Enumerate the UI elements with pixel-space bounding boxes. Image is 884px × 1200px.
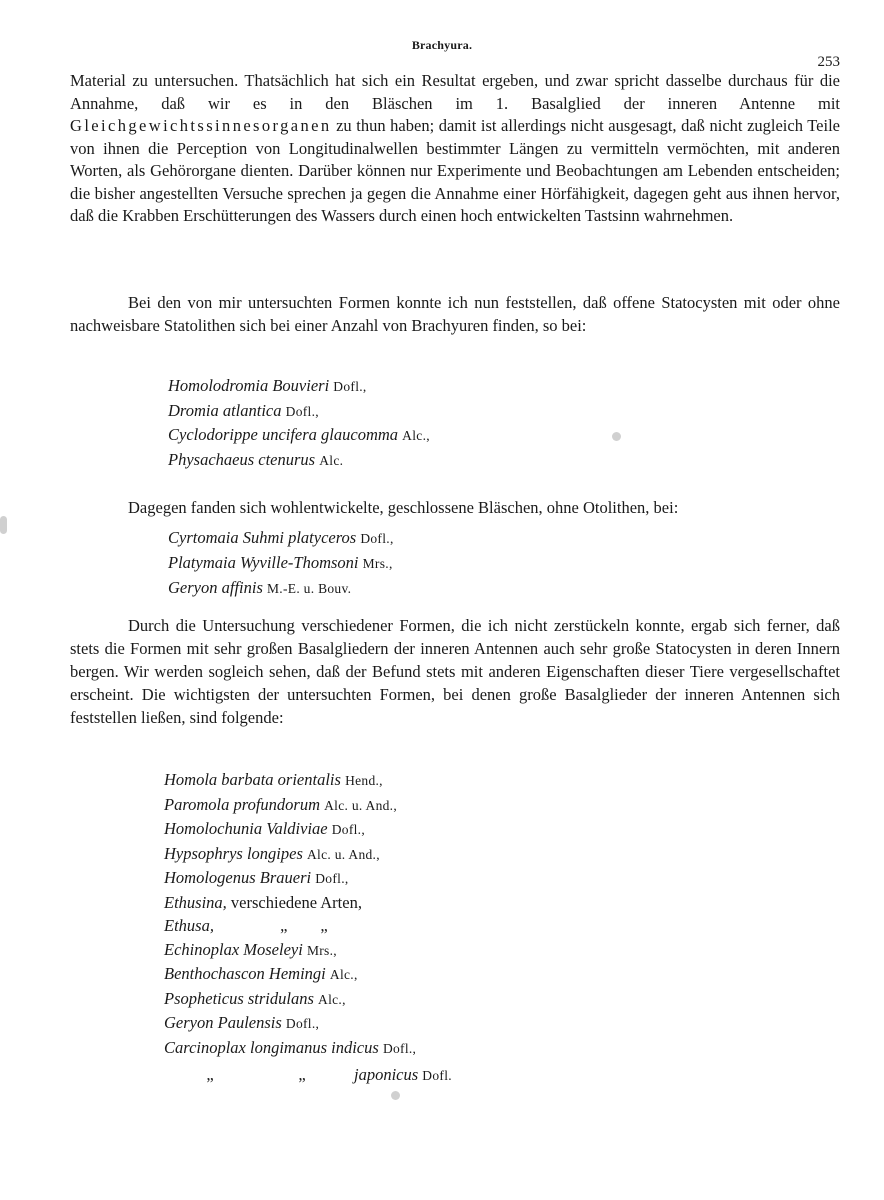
species-author: Alc. bbox=[319, 452, 344, 468]
species-name: Homologenus Braueri bbox=[164, 868, 312, 887]
species-entry bbox=[164, 1036, 452, 1061]
species-name: Physachaeus ctenurus bbox=[168, 449, 316, 469]
page-number: 253 bbox=[817, 54, 840, 70]
paragraph-1-text-a: Material zu untersuchen. Thatsächlich hat sich ein Resultat ergeben, und zwar spricht dasselbe durchaus für die Annahme, daß wir es in den Bläschen im 1. Basalglied der inneren Antenne mit bbox=[70, 71, 840, 113]
species-author: Dofl., bbox=[285, 403, 319, 419]
species-name: Psopheticus stridulans bbox=[164, 988, 314, 1008]
species-name: Ethusina, bbox=[164, 892, 227, 912]
species-entry bbox=[164, 962, 452, 987]
species-list-large-basal-segments bbox=[164, 768, 452, 1088]
species-author: Alc., bbox=[329, 967, 358, 982]
scan-spot bbox=[391, 1091, 400, 1100]
species-author: Dofl., bbox=[382, 1040, 417, 1056]
species-author: Dofl., bbox=[360, 531, 394, 546]
scan-spot bbox=[0, 516, 7, 534]
species-entry bbox=[168, 399, 430, 424]
running-head: Brachyura. bbox=[411, 38, 473, 52]
species-author: M.-E. u. Bouv. bbox=[267, 581, 352, 596]
species-name: Ethusa, bbox=[164, 916, 214, 935]
species-entry bbox=[164, 938, 452, 963]
ditto-mark: „ bbox=[206, 1065, 214, 1084]
species-author: Mrs., bbox=[306, 942, 337, 958]
species-author: Dofl., bbox=[331, 822, 366, 837]
species-name: Benthochascon Hemingi bbox=[164, 964, 326, 983]
species-entry bbox=[164, 817, 452, 842]
species-name: Echinoplax Moseleyi bbox=[164, 939, 303, 959]
species-entry bbox=[168, 448, 430, 473]
paragraph-1 bbox=[70, 70, 840, 228]
species-entry bbox=[168, 423, 430, 448]
species-name: Hypsophrys longipes bbox=[164, 843, 303, 863]
species-author: Dofl., bbox=[315, 871, 349, 886]
species-name: Cyrtomaia Suhmi platyceros bbox=[168, 528, 357, 547]
species-entry bbox=[168, 576, 394, 601]
paragraph-4-text: Durch die Untersuchung verschiedener Formen, die ich nicht zerstückeln konnte, ergab sich ferner, daß stets die Formen mit sehr großen Basalgliedern der inneren Antennen auch sehr große Statocysten in deren Innern bergen. Wir werden sogleich sehen, daß der Befund stets mit anderen Eigenschaften dieser Tiere vergesellschaftet erscheint. Die wichtigsten der untersuchten Formen, bei denen große Basalglieder der inneren Antennen sich feststellen ließen, sind folgende: bbox=[70, 616, 840, 727]
species-entry bbox=[164, 768, 452, 793]
ditto-marks: „ „ bbox=[280, 916, 328, 935]
species-name: japonicus bbox=[354, 1065, 419, 1084]
species-entry bbox=[168, 374, 430, 399]
species-name: Dromia atlantica bbox=[168, 400, 282, 420]
species-list-open-statocysts bbox=[168, 374, 430, 472]
species-entry-last bbox=[164, 1063, 452, 1088]
species-author: Alc., bbox=[402, 428, 430, 443]
species-entry bbox=[164, 793, 452, 818]
species-name: Paromola profundorum bbox=[164, 794, 320, 814]
species-name: Platymaia Wyville-Thomsoni bbox=[168, 553, 359, 572]
paragraph-1-text-b: zu thun haben; damit ist allerdings nicht ausgesagt, daß nicht zugleich Teile von ihnen die Perception von Longitudinalwellen bestimmter Längen zu vermitteln vermöchten, mit anderen Worten, als Gehörorgane dienten. Darüber können nur Experimente und Beobachtungen am Lebenden entscheiden; die bisher angestellten Versuche sprechen ja gegen die Annahme einer Hörfähigkeit, dagegen geht aus ihnen hervor, daß die Krabben Erschütterungen des Wassers durch einen hoch entwickelten Tastsinn wahrnehmen. bbox=[70, 116, 840, 225]
paragraph-2-text: Bei den von mir untersuchten Formen konnte ich nun feststellen, daß offene Statocysten mit oder ohne nachweisbare Statolithen sich bei einer Anzahl von Brachyuren finden, so bei: bbox=[70, 293, 840, 335]
species-name: Geryon Paulensis bbox=[164, 1013, 282, 1032]
species-author: Hend., bbox=[345, 773, 383, 788]
species-list-closed-vesicles bbox=[168, 526, 394, 601]
species-author: Dofl., bbox=[285, 1016, 320, 1031]
species-entry bbox=[164, 842, 452, 867]
species-entry bbox=[164, 891, 452, 915]
paragraph-4 bbox=[70, 614, 840, 729]
species-author: Alc. u. And., bbox=[324, 797, 398, 813]
paragraph-3-text: Dagegen fanden sich wohlentwickelte, geschlossene Bläschen, ohne Otolithen, bei: bbox=[128, 498, 679, 517]
species-entry bbox=[164, 987, 452, 1012]
scan-spot bbox=[612, 432, 621, 441]
species-name: Homolochunia Valdiviae bbox=[164, 819, 328, 838]
species-author: Alc., bbox=[318, 991, 346, 1007]
species-entry bbox=[164, 1011, 452, 1036]
species-name: Homolodromia Bouvieri bbox=[168, 376, 330, 395]
ditto-mark: „ bbox=[298, 1065, 306, 1084]
species-author: Mrs., bbox=[362, 556, 393, 571]
species-name: Geryon affinis bbox=[168, 578, 263, 597]
species-author: Dofl., bbox=[333, 379, 367, 394]
species-entry bbox=[168, 551, 394, 576]
species-author: Alc. u. And., bbox=[307, 846, 380, 862]
species-entry bbox=[168, 526, 394, 551]
spaced-term: Gleichgewichtssinnesorganen bbox=[70, 116, 332, 135]
species-name: Cyclodorippe uncifera glaucomma bbox=[168, 425, 399, 444]
species-note: verschiedene Arten, bbox=[230, 892, 362, 912]
species-name: Carcinoplax longimanus indicus bbox=[164, 1037, 379, 1057]
species-author: Dofl. bbox=[422, 1068, 452, 1083]
paragraph-3 bbox=[70, 497, 840, 520]
paragraph-2 bbox=[70, 292, 840, 337]
species-name: Homola barbata orientalis bbox=[164, 770, 341, 789]
species-entry bbox=[164, 914, 452, 938]
species-entry bbox=[164, 866, 452, 891]
